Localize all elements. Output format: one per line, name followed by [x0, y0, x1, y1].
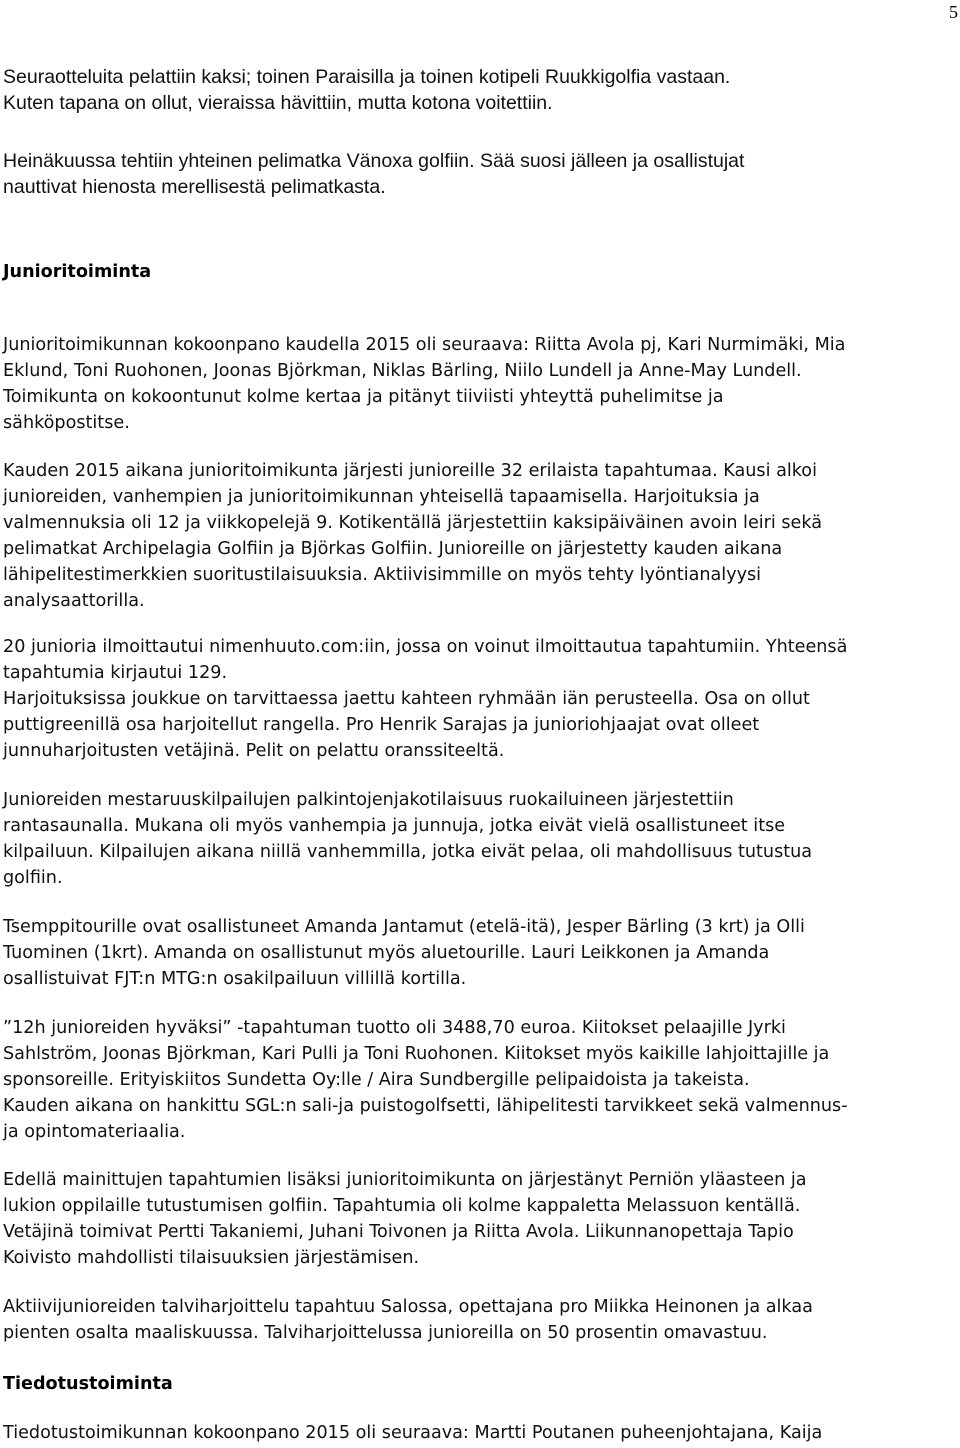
junior-paragraph: Kauden 2015 aikana junioritoimikunta järjesti junioreille 32 erilaista tapahtumaa. Kausi alkoi junioreiden, vanhempien ja junioritoimikunnan yhteisellä tapaamisella. Harjoituksia ja valmennuksia oli 12 ja viikkopelejä 9. Kotikentällä järjestettiin kaksipäiväinen avoin leiri sekä pelimatkat Archipelagia Golfiin ja Björkas Golfiin. Junioreille on järjestetty kauden aikana lähipelitestimerkkien suoritustilaisuuksia. Aktiivisimmille on myös tehty lyöntianalyysi analysaattorilla.	[3, 461, 823, 611]
junior-paragraph: Junioritoimikunnan kokoonpano kaudella 2015 oli seuraava: Riitta Avola pj, Kari Nurmimäki, Mia Eklund, Toni Ruohonen, Joonas Björkman, Niklas Bärling, Niilo Lundell ja Anne-May Lundell. Toimikunta on kokoontunut kolme kertaa ja pitänyt tiiviisti yhteyttä puhelimitse ja sähköpostitse.	[3, 335, 846, 433]
info-paragraph: Tiedotustoimikunnan kokoonpano 2015 oli seuraava: Martti Poutanen puheenjohtajana, Kaija	[3, 1423, 823, 1443]
page-number: 5	[949, 2, 958, 22]
junior-paragraph: Edellä mainittujen tapahtumien lisäksi junioritoimikunta on järjestänyt Perniön yläasteen ja lukion oppilaille tutustumisen golfiin. Tapahtumia oli kolme kappaletta Melassuon kentällä. Vetäjinä toimivat Pertti Takaniemi, Juhani Toivonen ja Riitta Avola. Liikunnanopettaja Tapio Koivisto mahdollisti tilaisuuksien järjestämisen.	[3, 1170, 807, 1268]
intro-paragraph: Seuraotteluita pelattiin kaksi; toinen Paraisilla ja toinen kotipeli Ruukkigolfia vastaan. Kuten tapana on ollut, vieraissa hävittiin, mutta kotona voitettiin.	[3, 66, 731, 114]
junior-paragraph: Junioreiden mestaruuskilpailujen palkintojenjakotilaisuus ruokailuineen järjestettiin rantasaunalla. Mukana oli myös vanhempia ja junnuja, jotka eivät vielä osallistuneet itse kilpailuun. Kilpailujen aikana niillä vanhemmilla, jotka eivät pelaa, oli mahdollisuus tutustua golfiin.	[3, 790, 813, 888]
junior-paragraph: ”12h junioreiden hyväksi” -tapahtuman tuotto oli 3488,70 euroa. Kiitokset pelaajille Jyrki Sahlström, Joonas Björkman, Kari Pulli ja Toni Ruohonen. Kiitokset myös kaikille lahjoittajille ja sponsoreille. Erityiskiitos Sundetta Oy:lle / Aira Sundbergille pelipaidoista ja takeista. Kauden aikana on hankittu SGL:n sali-ja puistogolfsetti, lähipelitesti tarvikkeet sekä valmennus- ja opintomateriaalia.	[3, 1018, 848, 1142]
section-heading-info: Tiedotustoiminta	[3, 1374, 173, 1394]
junior-paragraph: Tsemppitourille ovat osallistuneet Amanda Jantamut (etelä-itä), Jesper Bärling (3 krt) ja Olli Tuominen (1krt). Amanda on osallistunut myös aluetourille. Lauri Leikkonen ja Amanda osallistuivat FJT:n MTG:n osakilpailuun villillä kortilla.	[3, 917, 805, 989]
junior-paragraph: Aktiivijunioreiden talviharjoittelu tapahtuu Salossa, opettajana pro Miikka Heinonen ja alkaa pienten osalta maaliskuussa. Talviharjoittelussa junioreilla on 50 prosentin omavastuu.	[3, 1297, 813, 1343]
section-heading-junior: Junioritoiminta	[3, 262, 152, 282]
junior-paragraph: 20 junioria ilmoittautui nimenhuuto.com:iin, jossa on voinut ilmoittautua tapahtumiin. Yhteensä tapahtumia kirjautui 129. Harjoituksissa joukkue on tarvittaessa jaettu kahteen ryhmään iän perusteella. Osa on ollut puttigreenillä osa harjoitellut rangella. Pro Henrik Sarajas ja junioriohjaajat ovat olleet junnuharjoitusten vetäjinä. Pelit on pelattu oranssiteeltä.	[3, 637, 848, 761]
intro-paragraph: Heinäkuussa tehtiin yhteinen pelimatka Vänoxa golfiin. Sää suosi jälleen ja osallistujat nauttivat hienosta merellisestä pelimatkasta.	[3, 150, 745, 198]
